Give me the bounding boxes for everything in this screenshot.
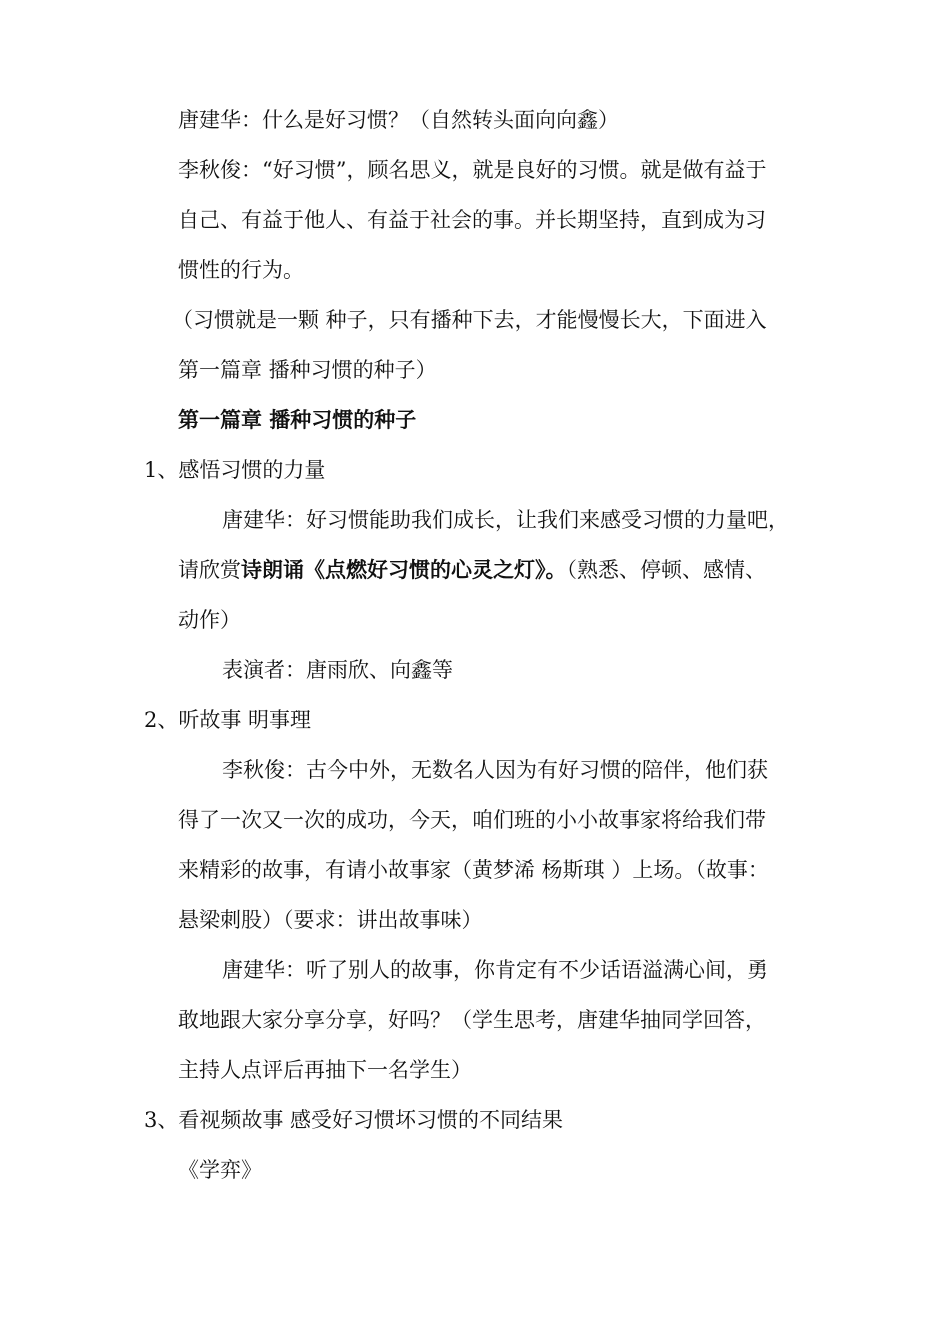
dialogue-text: （熟悉、停顿、感情、 bbox=[566, 558, 766, 582]
dialogue-line: 唐建华：好习惯能助我们成长，让我们来感受习惯的力量吧， bbox=[222, 508, 789, 532]
dialogue-line: 唐建华：什么是好习惯？（自然转头面向向鑫） bbox=[178, 108, 619, 132]
chapter-heading: 第一篇章 播种习惯的种子 bbox=[178, 407, 417, 432]
dialogue-line: 李秋俊：古今中外，无数名人因为有好习惯的陪伴，他们获 bbox=[222, 758, 768, 782]
dialogue-line: 敢地跟大家分享分享，好吗？（学生思考，唐建华抽同学回答， bbox=[178, 1008, 766, 1032]
dialogue-line: 自己、有益于他人、有益于社会的事。并长期坚持，直到成为习 bbox=[178, 208, 766, 232]
dialogue-line: 惯性的行为。 bbox=[178, 258, 304, 282]
dialogue-text: 请欣赏 bbox=[178, 558, 241, 582]
dialogue-line bbox=[178, 556, 766, 584]
video-title: 《学弈》 bbox=[178, 1158, 262, 1182]
dialogue-line: 来精彩的故事，有请小故事家（黄梦浠 杨斯琪 ）上场。（故事： bbox=[178, 858, 769, 882]
section-heading-2: 2、听故事 明事理 bbox=[144, 708, 312, 732]
performers-line: 表演者：唐雨欣、向鑫等 bbox=[222, 658, 453, 682]
section-heading-1: 1、感悟习惯的力量 bbox=[144, 458, 326, 482]
poem-title: 诗朗诵《点燃好习惯的心灵之灯》。 bbox=[241, 557, 567, 582]
dialogue-line: 悬梁刺股）（要求：讲出故事味） bbox=[178, 908, 483, 932]
section-heading-3: 3、看视频故事 感受好习惯坏习惯的不同结果 bbox=[144, 1108, 564, 1132]
dialogue-line: 动作） bbox=[178, 608, 241, 632]
stage-note-line: 第一篇章 播种习惯的种子） bbox=[178, 358, 437, 382]
dialogue-line: 李秋俊：“好习惯”，顾名思义，就是良好的习惯。就是做有益于 bbox=[178, 158, 767, 182]
stage-note-line: （习惯就是一颗 种子，只有播种下去，才能慢慢长大，下面进入 bbox=[172, 308, 767, 332]
dialogue-line: 唐建华：听了别人的故事，你肯定有不少话语溢满心间，勇 bbox=[222, 958, 768, 982]
dialogue-line: 得了一次又一次的成功，今天，咱们班的小小故事家将给我们带 bbox=[178, 808, 766, 832]
dialogue-line: 主持人点评后再抽下一名学生） bbox=[178, 1058, 472, 1082]
